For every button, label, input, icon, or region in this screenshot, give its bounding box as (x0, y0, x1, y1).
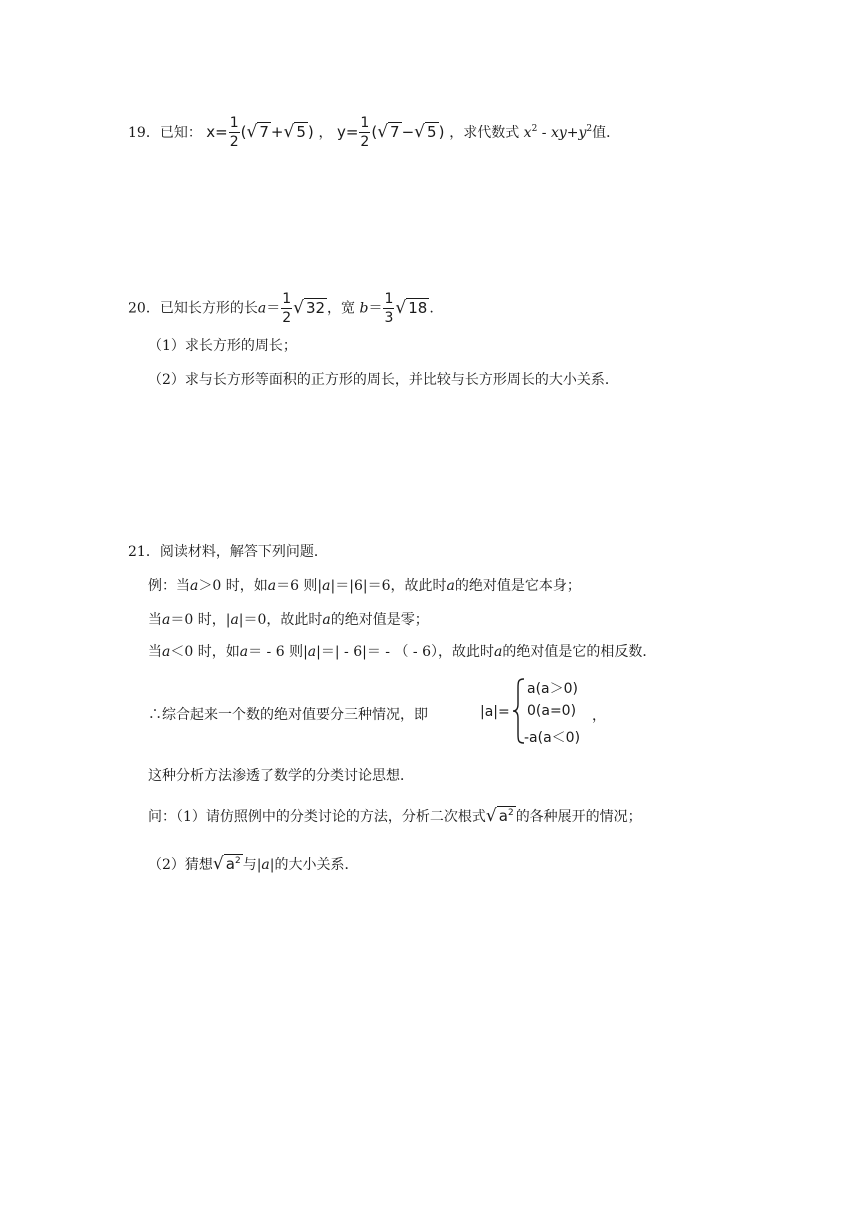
q21-title: 21．阅读材料，解答下列问题． (128, 544, 328, 560)
sqrt-a-squared: √ $a^2$ (485, 806, 514, 826)
case-zero: 0(a=0) (527, 703, 577, 719)
a-fraction: $\frac{1}{2}$ (282, 291, 292, 326)
q20-number: 20． (128, 300, 160, 317)
q19-number: 19． (128, 125, 160, 141)
q20-line: 20．已知长方形的长a＝ $\frac{1}{2}$ √ 32 ，宽 b＝ $\frac{1}{3}$ √ 18 . (128, 291, 434, 326)
sqrt-32: √ 32 (293, 297, 326, 318)
q21-question1: 问：（1）请仿照例中的分类讨论的方法，分析二次根式√ $a^2$ 的各种展开的情况； (148, 806, 642, 826)
half-fraction: $\frac{1}{2}$ (360, 115, 370, 150)
half-fraction: $\frac{1}{2}$ (229, 115, 239, 150)
q20-lead: 已知长方形的长 (159, 300, 258, 317)
case-positive: a(a＞0) (527, 681, 578, 697)
absolute-value-piecewise (480, 676, 606, 748)
case-comma: ， (592, 708, 606, 724)
q19-y-formula: y= $\frac{1}{2}$ (√ 7 −√ 5 ) (336, 115, 445, 150)
y-lhs: y= (336, 123, 359, 141)
case-negative: -a(a＜0) (524, 730, 581, 746)
sqrt-5: √ 5 (283, 122, 306, 142)
x-lhs: x= (206, 123, 228, 141)
q21-number: 21． (128, 544, 160, 560)
q19-line: 19．已知： x= $\frac{1}{2}$ (√ 7 +√ 5 ) ， y= $\frac{1}{2}$ (√ 7 −√ 5 ) ，求代数式 $x^2 - xy+y^2$值． (128, 115, 621, 150)
sqrt-18: √ 18 (395, 297, 428, 318)
q21-example-positive: 例：当a＞0 时，如a＝6 则|a|＝|6|＝6，故此时a的绝对值是它本身； (148, 578, 581, 594)
q21-summary: ∴综合起来一个数的绝对值要分三种情况，即 (148, 707, 428, 723)
q21-example-zero: 当a＝0 时，|a|＝0，故此时a的绝对值是零； (148, 612, 429, 628)
q19-known-label: 已知： (159, 125, 202, 141)
sqrt-5: √ 5 (414, 122, 437, 142)
q19-expression: $x^2 - xy+y^2$ (523, 124, 593, 141)
abs-lhs: |a|= (480, 704, 510, 720)
b-fraction: $\frac{1}{3}$ (384, 291, 394, 326)
q19-ask: 求代数式 (463, 125, 520, 141)
q21-question2: （2）猜想√ $a^2$ 与|a|的大小关系． (148, 854, 359, 874)
q21-method-note: 这种分析方法渗透了数学的分类讨论思想． (148, 768, 414, 784)
q21-example-negative: 当a＜0 时，如a＝ - 6 则|a|＝| - 6|＝ - （ - 6），故此时a的绝对值是它的相反数． (148, 644, 657, 660)
sqrt-a-squared: √ $a^2$ (212, 854, 241, 874)
q20-part2: （2）求与长方形等面积的正方形的周长，并比较与长方形周长的大小关系． (148, 372, 619, 388)
sqrt-7: √ 7 (377, 122, 400, 142)
q20-part1: （1）求长方形的周长； (148, 338, 297, 354)
q19-x-formula: x= $\frac{1}{2}$ (√ 7 +√ 5 ) (206, 115, 314, 150)
sqrt-7: √ 7 (246, 122, 269, 142)
